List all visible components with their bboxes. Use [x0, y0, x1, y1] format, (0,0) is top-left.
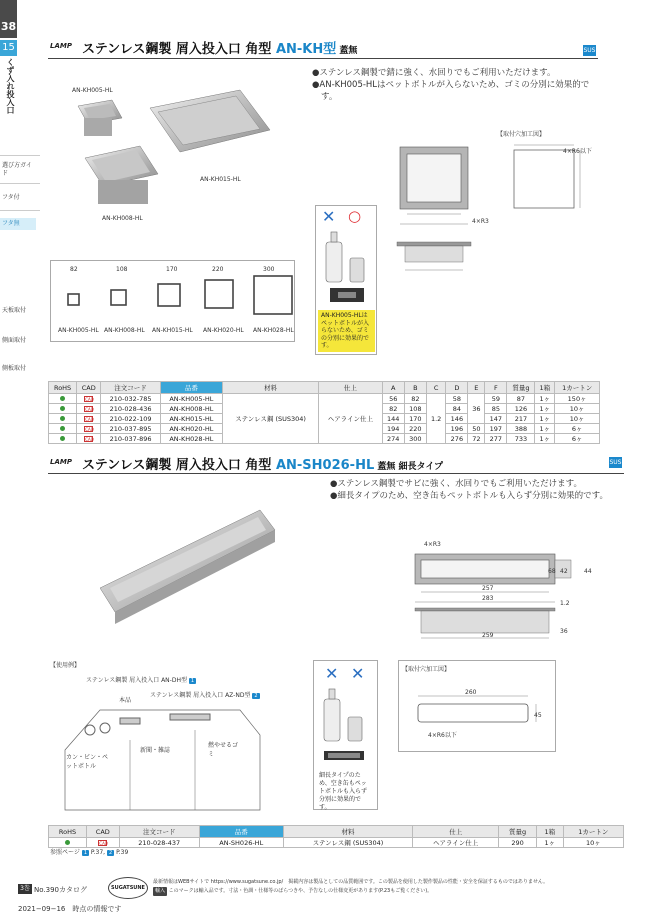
- cell-a: 144: [382, 414, 404, 424]
- th-part: 品番: [199, 826, 283, 838]
- ref-page-link[interactable]: P.39: [116, 849, 129, 856]
- mount-h: 45: [534, 712, 542, 719]
- material-badge: SUS: [609, 459, 622, 466]
- cell-carton: 10ヶ: [555, 414, 600, 424]
- order-code: 210-032-785: [101, 394, 161, 404]
- title-main: ステンレス鋼製 屑入投入口 角型: [82, 458, 276, 473]
- title-sub: 蓋無: [336, 46, 358, 56]
- sidebar-item-panel-mount[interactable]: 側板取付: [2, 365, 27, 372]
- cell-carton: 10ヶ: [563, 838, 623, 848]
- bottle-can-illustration: [318, 685, 373, 765]
- cell-mass: 87: [507, 394, 535, 404]
- cell-d: 146: [446, 414, 468, 424]
- cad-icon[interactable]: CAD: [85, 416, 94, 422]
- warning-note: AN-KH005-HLはペットボトルが入らないため、ゴミの分別に効果的です。: [318, 310, 375, 352]
- cad-icon[interactable]: CAD: [85, 406, 94, 412]
- cell-mass: 733: [507, 434, 535, 444]
- notice-line: [153, 887, 623, 896]
- cell-b: 170: [404, 414, 426, 424]
- th-c: C: [426, 382, 445, 394]
- drawing-w3: 259: [482, 632, 494, 639]
- mount-hole-label: 【取付穴加工図】: [497, 131, 546, 138]
- cell-box: 1ヶ: [535, 424, 555, 434]
- section-rule: [48, 58, 598, 59]
- cell-d: 84: [446, 404, 468, 414]
- bullet: ●AN-KH005-HLはペットボトルが入らないため、ゴミの分別に効果的です。: [312, 80, 590, 102]
- cell-f: 59: [485, 394, 507, 404]
- th-code: 注文コード: [119, 826, 199, 838]
- cell-box: 1ヶ: [535, 394, 555, 404]
- size-model: AN-KH020-HL: [203, 327, 244, 334]
- drawing-h2: 68: [548, 568, 556, 575]
- rohs-dot-icon: [65, 840, 70, 845]
- cell-d: 58: [446, 394, 468, 404]
- photo-kh008: [85, 146, 158, 204]
- part-number: AN-KH020-HL: [160, 424, 222, 434]
- cell-mass: 126: [507, 404, 535, 414]
- rohs-dot-icon: [60, 416, 65, 421]
- note-text: 細長タイプのため、空き缶もペットボトルも入らず分別に効果的です。: [319, 772, 368, 811]
- part-number: AN-KH028-HL: [160, 434, 222, 444]
- cell-d: 196: [446, 424, 468, 434]
- sidebar-item-no-lid[interactable]: フタ無: [0, 218, 36, 230]
- cell-mass: 217: [507, 414, 535, 424]
- drawing-note: 4×R3: [472, 218, 489, 225]
- cell-a: 56: [382, 394, 404, 404]
- ref-pages: 参照ページ 1 P.37, 2 P.39: [50, 849, 129, 856]
- part-number: AN-KH015-HL: [160, 414, 222, 424]
- size-dim: 82: [70, 266, 78, 273]
- section2-bullets: [330, 478, 620, 502]
- photo-kh015: [150, 90, 270, 152]
- brand-logo: LAMP: [50, 458, 72, 466]
- rohs-dot-icon: [60, 436, 65, 441]
- th-d: D: [446, 382, 468, 394]
- usage-callout: [86, 675, 196, 684]
- th-a: A: [382, 382, 404, 394]
- ref-badge: 1: [83, 850, 87, 856]
- section2-title: [82, 454, 443, 473]
- cell-e: 36: [468, 394, 485, 424]
- cell-mass: 388: [507, 424, 535, 434]
- catalog-tag: 3巻: [18, 884, 32, 894]
- photo-label: AN-KH005-HL: [72, 87, 113, 94]
- sidebar-divider: [0, 183, 40, 184]
- section-rule: [48, 473, 624, 474]
- rohs-dot-icon: [60, 396, 65, 401]
- cell-f: 277: [485, 434, 507, 444]
- usage-label: 【使用例】: [50, 662, 81, 669]
- size-model: AN-KH015-HL: [152, 327, 193, 334]
- cell-box: 1ヶ: [535, 414, 555, 424]
- cell-box: 1ヶ: [536, 838, 563, 848]
- cell-f: 85: [485, 404, 507, 414]
- size-dim: 300: [263, 266, 275, 273]
- cell-a: 194: [382, 424, 404, 434]
- drawing-h3: 44: [584, 568, 592, 575]
- sidebar-divider: [0, 155, 40, 156]
- material-cell: ステンレス鋼 (SUS304): [283, 838, 413, 848]
- th-rohs: RoHS: [49, 826, 87, 838]
- th-cad: CAD: [77, 382, 101, 394]
- technical-drawing: [395, 142, 505, 282]
- cell-a: 82: [382, 404, 404, 414]
- drawing-h1: 42: [560, 568, 568, 575]
- th-rohs: RoHS: [49, 382, 77, 394]
- bin-label: 燃やせるゴミ: [208, 742, 239, 758]
- notice-line: 最新情報はWEBサイトで https://www.sugatsune.co.jp/ 掲載内容は製品としての品質範囲です。この製品を使用した製作製品の性能・安全を保証するものではありません。: [153, 879, 549, 885]
- bottle-can-illustration: [320, 228, 375, 308]
- circle-icon: ○: [348, 207, 362, 225]
- ref-badge: 2: [254, 693, 258, 699]
- cad-icon[interactable]: CAD: [85, 396, 94, 402]
- cross-icon: ✕: [351, 664, 365, 683]
- cell-e: 50: [468, 424, 485, 434]
- usage-callout: [150, 690, 260, 699]
- cell-carton: 6ヶ: [555, 434, 600, 444]
- sidebar-item-lid[interactable]: フタ付: [2, 194, 20, 201]
- cad-icon[interactable]: CAD: [85, 436, 94, 442]
- sidebar-item-side-mount[interactable]: 側面取付: [2, 337, 27, 344]
- chapter-number: 15: [0, 40, 17, 56]
- mount-hole-label: 【取付穴加工図】: [402, 666, 451, 673]
- cross-icon: ✕: [325, 664, 339, 683]
- th-b: B: [404, 382, 426, 394]
- cell-b: 108: [404, 404, 426, 414]
- th-carton: 1カートン: [563, 826, 623, 838]
- cell-d: 276: [446, 434, 468, 444]
- drawing-t: 1.2: [560, 600, 570, 607]
- photo-label: AN-KH015-HL: [200, 176, 241, 183]
- th-cad: CAD: [87, 826, 120, 838]
- th-finish: 仕上: [319, 382, 383, 394]
- sidebar-item-top-mount[interactable]: 天板取付: [2, 307, 27, 314]
- ref-badge: 1: [190, 678, 195, 684]
- finish-cell: ヘアライン仕上: [413, 838, 499, 848]
- part-number: AN-KH008-HL: [160, 404, 222, 414]
- cell-a: 274: [382, 434, 404, 444]
- bin-label: 新聞・雑誌: [140, 747, 171, 754]
- page-number: 38: [0, 0, 17, 38]
- cad-icon[interactable]: CAD: [99, 840, 108, 846]
- drawing-w1: 257: [482, 585, 494, 592]
- th-material: 材料: [283, 826, 413, 838]
- order-code: 210-022-109: [101, 414, 161, 424]
- rohs-dot-icon: [60, 426, 65, 431]
- usage-product: 本品: [119, 697, 132, 704]
- catalog-name: No.390カタログ: [34, 886, 87, 894]
- section1-bullets: [312, 67, 602, 103]
- bullet: ●ステンレス鋼製でサビに強く、水回りでもご利用いただけます。: [330, 479, 583, 489]
- size-model: AN-KH005-HL: [58, 327, 99, 334]
- title-main: ステンレス鋼製 屑入投入口 角型: [82, 42, 276, 57]
- cell-carton: 10ヶ: [555, 404, 600, 414]
- order-code: 210-037-895: [101, 424, 161, 434]
- photo-label: AN-KH008-HL: [102, 215, 143, 222]
- size-model: AN-KH028-HL: [253, 327, 294, 334]
- order-code: 210-028-436: [101, 404, 161, 414]
- bin-label: カン・ビン・ペットボトル: [66, 754, 109, 770]
- title-model: AN-KH型: [275, 42, 337, 57]
- info-date: 2021−09−16 時点の情報です: [18, 905, 122, 913]
- import-badge: 輸入: [155, 888, 166, 894]
- order-code: 210-037-896: [101, 434, 161, 444]
- size-dim: 220: [212, 266, 224, 273]
- callout-text: ステンレス鋼製 屑入投入口 AN-DH型: [86, 677, 187, 684]
- cell-e: 72: [468, 434, 485, 444]
- order-code: 210-028-437: [119, 838, 199, 848]
- sidebar-divider: [0, 210, 40, 211]
- size-dim: 108: [116, 266, 128, 273]
- size-dim: 170: [166, 266, 178, 273]
- footer-notice: [153, 878, 623, 896]
- drawing-radius: 4×R3: [424, 541, 441, 548]
- material-cell: ステンレス鋼 (SUS304): [223, 394, 319, 444]
- bullet: ●ステンレス鋼製で錆に強く、水回りでもご利用いただけます。: [312, 68, 556, 78]
- cell-carton: 6ヶ: [555, 424, 600, 434]
- photo-kh005: [78, 100, 122, 136]
- mount-w: 260: [465, 689, 477, 696]
- sugatsune-logo: SUGATSUNE: [108, 877, 148, 899]
- cell-box: 1ヶ: [535, 434, 555, 444]
- th-e: E: [468, 382, 485, 394]
- table-row: [49, 838, 624, 848]
- part-number: AN-SH026-HL: [199, 838, 283, 848]
- th-box: 1箱: [535, 382, 555, 394]
- chapter-title: くず入れ投入口: [6, 58, 15, 114]
- notice-text: このマークは輸入品です。寸法・色調・仕様等のばらつきや、予告なしの仕様変更があります(P.23もご覧ください)。: [168, 888, 433, 894]
- cell-b: 220: [404, 424, 426, 434]
- spec-table-1: [48, 381, 600, 444]
- size-model: AN-KH008-HL: [104, 327, 145, 334]
- th-mass: 質量g: [507, 382, 535, 394]
- cell-b: 82: [404, 394, 426, 404]
- title-model: AN-SH026-HL: [275, 458, 375, 473]
- mount-hole-note: 4×R6以下: [563, 148, 592, 155]
- cell-box: 1ヶ: [535, 404, 555, 414]
- table-row: [49, 394, 600, 404]
- product-photo-sh026: [100, 500, 290, 630]
- th-material: 材料: [223, 382, 319, 394]
- drawing-w2: 283: [482, 595, 494, 602]
- drawing-d: 36: [560, 628, 568, 635]
- size-squares: [50, 272, 295, 322]
- finish-cell: ヘアライン仕上: [319, 394, 383, 444]
- th-part: 品番: [160, 382, 222, 394]
- cell-carton: 150ヶ: [555, 394, 600, 404]
- cross-icon: ✕: [322, 207, 336, 226]
- th-f: F: [485, 382, 507, 394]
- th-box: 1箱: [536, 826, 563, 838]
- bullet: ●細長タイプのため、空き缶もペットボトルも入らず分別に効果的です。: [330, 491, 608, 501]
- ref-badge: 2: [108, 850, 113, 856]
- cell-mass: 290: [499, 838, 537, 848]
- cell-f: 197: [485, 424, 507, 434]
- cad-icon[interactable]: CAD: [85, 426, 94, 432]
- spec-table-2: [48, 825, 624, 848]
- th-mass: 質量g: [499, 826, 537, 838]
- rohs-dot-icon: [60, 406, 65, 411]
- ref-page-link[interactable]: P.37: [90, 849, 104, 856]
- mount-r: 4×R6以下: [428, 732, 457, 739]
- cell-f: 147: [485, 414, 507, 424]
- ref-label: 参照ページ: [50, 849, 80, 856]
- material-badge: SUS: [583, 47, 596, 54]
- brand-logo: LAMP: [50, 42, 72, 50]
- th-finish: 仕上: [413, 826, 499, 838]
- cell-c: 1.2: [426, 394, 445, 444]
- callout-text: ステンレス鋼製 屑入投入口 AZ-ND型: [150, 692, 251, 699]
- cell-b: 300: [404, 434, 426, 444]
- title-sub: 蓋無 細長タイプ: [374, 462, 444, 472]
- section1-title: [82, 38, 357, 57]
- sidebar-item-guide[interactable]: 選び方ガイド: [2, 162, 32, 177]
- th-code: 注文コード: [101, 382, 161, 394]
- th-carton: 1カートン: [555, 382, 600, 394]
- part-number: AN-KH005-HL: [160, 394, 222, 404]
